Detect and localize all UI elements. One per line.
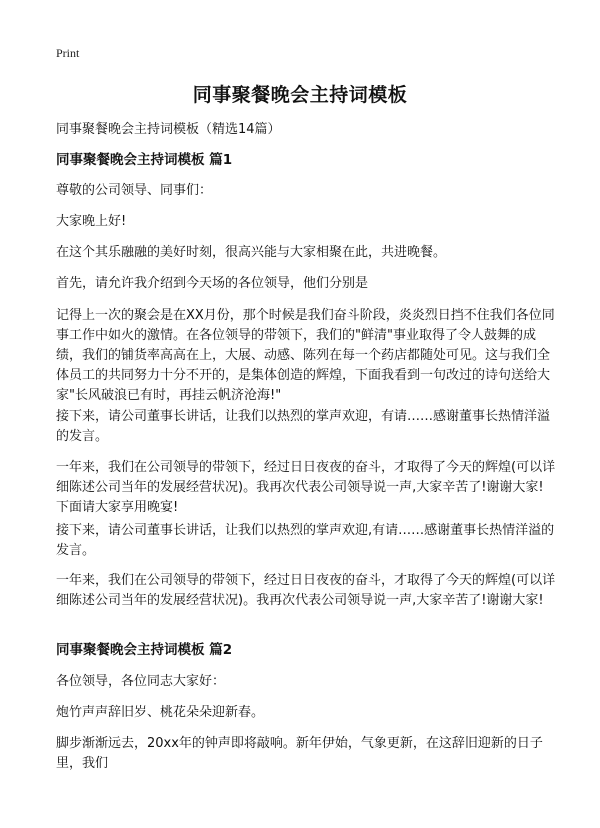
paragraph: 一年来，我们在公司领导的带领下，经过日日夜夜的奋斗，才取得了今天的辉煌(可以详细陈述公司当年的发展经营状况)。我再次代表公司领导说一声,大家辛苦了!谢谢大家!下面请大家享用晚宴!: [56, 460, 556, 515]
section-heading-2: 同事聚餐晚会主持词模板 篇2: [56, 642, 233, 658]
paragraph: 接下来，请公司董事长讲话，让我们以热烈的掌声欢迎,有请……感谢董事长热情洋溢的发言。: [56, 523, 555, 558]
section-heading-1: 同事聚餐晚会主持词模板 篇1: [56, 152, 233, 168]
paragraph: 各位领导，各位同志大家好：: [56, 674, 226, 689]
paragraph: 大家晚上好!: [56, 214, 127, 229]
document-subtitle: 同事聚餐晚会主持词模板（精选14篇）: [56, 122, 281, 137]
paragraph: 炮竹声声辞旧岁、桃花朵朵迎新春。: [56, 705, 265, 720]
paragraph: 记得上一次的聚会是在XX月份，那个时候是我们奋斗阶段，炎炎烈日挡不住我们各位同事工作中如火的激情。在各位领导的带领下，我们的"鲜清"事业取得了令人鼓舞的成绩，我们的铺货率高高在上，大展、动感、陈列在每一个药店都随处可见。这与我们全体员工的共同努力十分不开的，是集体创造的辉煌，下面我看到一句改过的诗句送给大家"长风破浪已有时，再挂云帆济沧海!": [56, 308, 555, 403]
paragraph: 尊敬的公司领导、同事们：: [56, 183, 213, 198]
paragraph: 在这个其乐融融的美好时刻，很高兴能与大家相聚在此，共进晚餐。: [56, 245, 447, 260]
print-label[interactable]: Print: [56, 46, 80, 60]
page-title: 同事聚餐晚会主持词模板: [192, 84, 408, 106]
paragraph: 一年来，我们在公司领导的带领下，经过日日夜夜的奋斗，才取得了今天的辉煌(可以详细陈述公司当年的发展经营状况)。我再次代表公司领导说一声,大家辛苦了!谢谢大家!: [56, 573, 556, 608]
paragraph: 脚步渐渐远去，20xx年的钟声即将敲响。新年伊始，气象更新，在这辞旧迎新的日子里，我们: [56, 736, 543, 771]
paragraph: 接下来，请公司董事长讲话，让我们以热烈的掌声欢迎，有请……感谢董事长热情洋溢的发言。: [56, 409, 551, 444]
paragraph: 首先，请允许我介绍到今天场的各位领导，他们分别是: [56, 276, 369, 291]
